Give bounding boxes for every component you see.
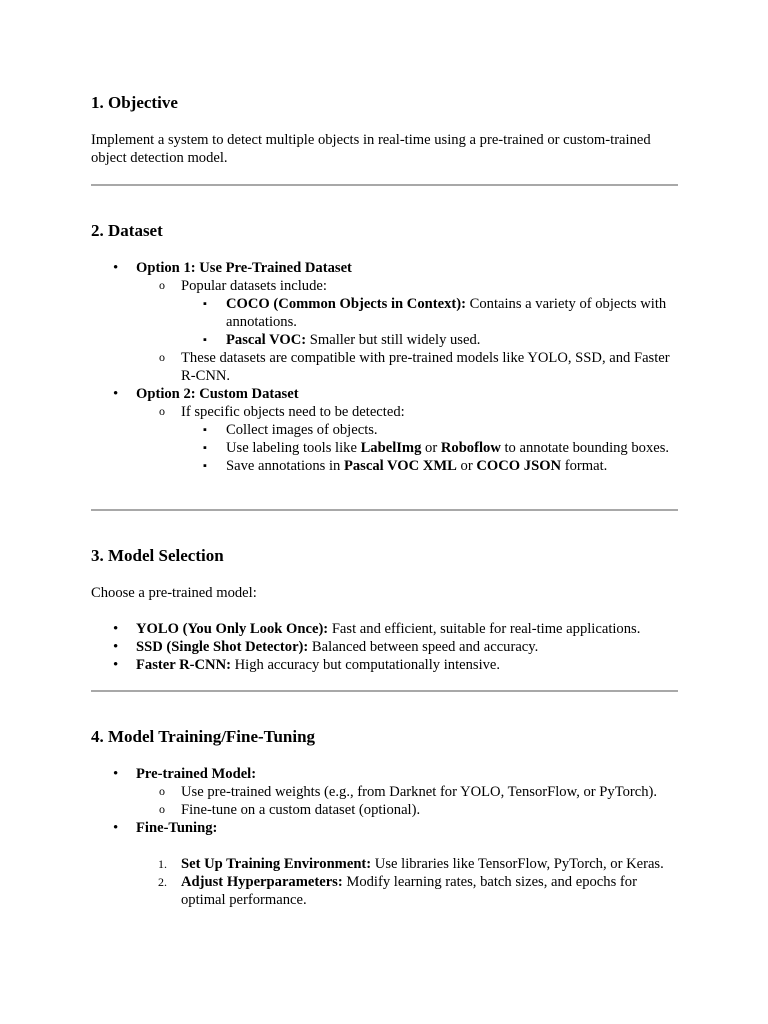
model-selection-intro: Choose a pre-trained model: bbox=[91, 585, 257, 601]
heading-dataset: 2. Dataset bbox=[91, 221, 163, 240]
heading-model-selection: 3. Model Selection bbox=[91, 546, 224, 565]
list-item: o These datasets are compatible with pre-trained models like YOLO, SSD, and Faster R-CNN. bbox=[91, 349, 681, 385]
list-item-ssd: • SSD (Single Shot Detector): Balanced between speed and accuracy. bbox=[91, 638, 681, 656]
list-item-option1: • Option 1: Use Pre-Trained Dataset bbox=[91, 259, 681, 277]
list-item-pretrained: • Pre-trained Model: bbox=[91, 765, 681, 783]
heading-objective: 1. Objective bbox=[91, 93, 178, 112]
model-list bbox=[91, 620, 681, 674]
heading-training: 4. Model Training/Fine-Tuning bbox=[91, 727, 316, 746]
list-item-faster-rcnn: • Faster R-CNN: High accuracy but computationally intensive. bbox=[91, 656, 681, 674]
list-item-fine-tuning: • Fine-Tuning: bbox=[91, 819, 681, 837]
training-list bbox=[91, 765, 681, 837]
list-item-yolo: • YOLO (You Only Look Once): Fast and efficient, suitable for real-time applications. bbox=[91, 620, 681, 638]
objective-text: Implement a system to detect multiple objects in real-time using a pre-trained or custom-trained object detection model. bbox=[91, 132, 651, 166]
list-item: o Use pre-trained weights (e.g., from Darknet for YOLO, TensorFlow, or PyTorch). bbox=[91, 783, 681, 801]
list-item-coco: ▪ COCO (Common Objects in Context): Contains a variety of objects with annotations. bbox=[91, 295, 681, 331]
list-item: o Fine-tune on a custom dataset (optional). bbox=[91, 801, 681, 819]
list-item-option2: • Option 2: Custom Dataset bbox=[91, 385, 681, 403]
divider-2 bbox=[91, 509, 678, 511]
fine-tuning-steps bbox=[91, 855, 681, 909]
list-item-step1: 1. Set Up Training Environment: Use libraries like TensorFlow, PyTorch, or Keras. bbox=[158, 856, 664, 872]
dataset-list bbox=[91, 259, 681, 475]
list-item: ▪ Save annotations in Pascal VOC XML or COCO JSON format. bbox=[91, 457, 681, 475]
divider-1 bbox=[91, 184, 678, 186]
list-item-step2: 2. Adjust Hyperparameters: Modify learning rates, batch sizes, and epochs for optimal performance. bbox=[158, 874, 637, 908]
divider-3 bbox=[91, 690, 678, 692]
list-item: o If specific objects need to be detected: bbox=[91, 403, 681, 421]
list-item: o Popular datasets include: bbox=[91, 277, 681, 295]
list-item: ▪ Collect images of objects. bbox=[91, 421, 681, 439]
list-item: ▪ Use labeling tools like LabelImg or Roboflow to annotate bounding boxes. bbox=[91, 439, 681, 457]
list-item-pascal-voc: ▪ Pascal VOC: Smaller but still widely used. bbox=[91, 331, 681, 349]
